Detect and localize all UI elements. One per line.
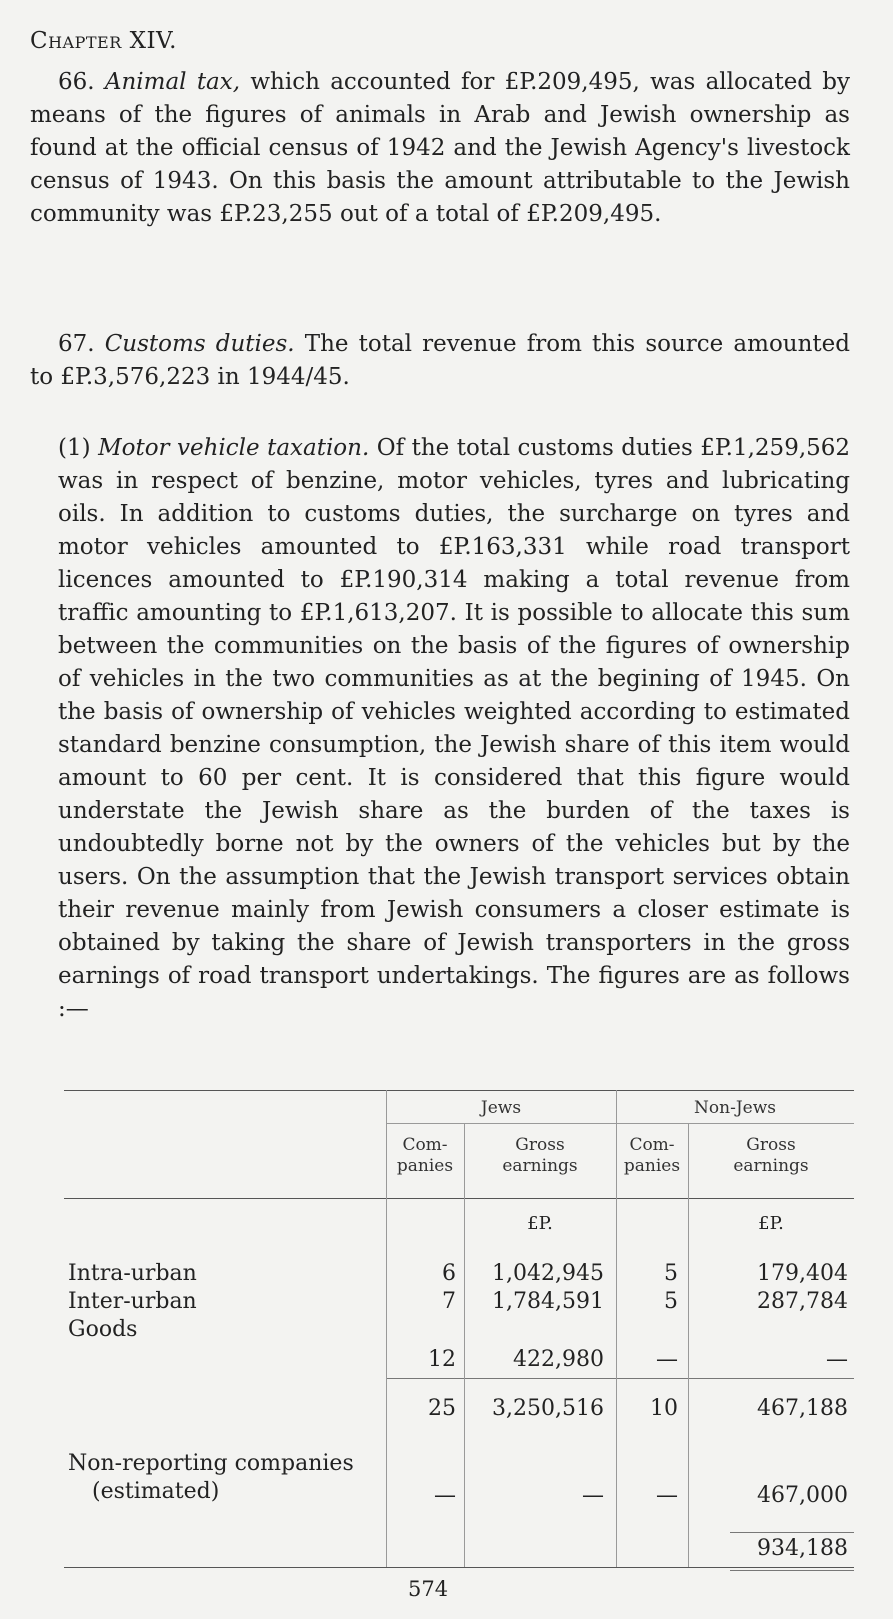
row-jews-companies: 7 (442, 1289, 456, 1314)
header-jews-gross: Gross earnings (502, 1135, 578, 1176)
para67-text: The total revenue from this source amounted to £P.3,576,223 in 1944/45. (30, 331, 850, 390)
nonreporting-jews-gross: — (582, 1483, 604, 1508)
para67-number: 67. (58, 331, 95, 357)
subparagraph-1 (58, 432, 850, 1026)
table-top-rule (64, 1090, 854, 1091)
unit-nonjews: £P. (758, 1213, 784, 1234)
group-rule (386, 1123, 854, 1124)
row-nonjews-gross: 179,404 (757, 1261, 848, 1286)
subtotal-jews-gross: 3,250,516 (492, 1396, 604, 1421)
row-jews-companies: 6 (442, 1261, 456, 1286)
paragraph-67 (30, 328, 850, 394)
row-label: Intra-urban (68, 1261, 197, 1286)
nonreporting-nonjews-gross: 467,000 (757, 1483, 848, 1508)
grand-total-nonjews-gross: 934,188 (757, 1536, 848, 1561)
double-underline (730, 1570, 854, 1571)
unit-jews: £P. (527, 1213, 553, 1234)
subtotal-jews-companies: 25 (428, 1396, 456, 1421)
sub1-number: (1) (58, 435, 91, 461)
para66-title: Animal tax, (104, 69, 241, 95)
chapter-heading: Chapter XIV. (30, 28, 177, 54)
sub1-text: Of the total customs duties £P.1,259,562 was in respect of benzine, motor vehicles, tyres and lubricating oils. In addition to customs duties, the surcharge on tyres and motor vehicles amounted to £P.163,331 while road transport licences amounted to £P.190,314 making a total revenue from traffic amounting to £P.1,613,207. It is possible to allocate this sum between the communities on the basis of the figures of ownership of vehicles in the two communities as at the begining of 1945. On the basis of ownership of vehicles weighted according to estimated standard benzine consumption, the Jewish share of this item would amount to 60 per cent. It is considered that this figure would understate the Jewish share as the burden of the taxes is undoubtedly borne not by the owners of the vehicles but by the users. On the assumption that the Jewish transport services obtain their revenue mainly from Jewish consumers a closer estimate is obtained by taking the share of Jewish transporters in the gross earnings of road transport undertakings. The figures are as follows :— (58, 435, 851, 1022)
header-nonjews-companies: Com- panies (623, 1135, 681, 1176)
row-nonjews-gross: 287,784 (757, 1289, 848, 1314)
header-nonjews-gross: Gross earnings (733, 1135, 809, 1176)
row-nonjews-companies: 5 (664, 1289, 678, 1314)
row-jews-companies: 12 (428, 1347, 456, 1372)
row-jews-gross: 422,980 (513, 1347, 604, 1372)
row-nonjews-companies: — (656, 1347, 678, 1372)
total-rule (730, 1532, 854, 1533)
page-number: 574 (408, 1577, 449, 1601)
nonreporting-jews-companies: — (434, 1483, 456, 1508)
nonreporting-label: Non-reporting companies (estimated) (68, 1451, 354, 1504)
row-label: Goods (68, 1317, 138, 1342)
header-jews: Jews (480, 1098, 522, 1118)
subtotal-nonjews-companies: 10 (650, 1396, 678, 1421)
row-nonjews-gross: — (826, 1347, 848, 1372)
para67-title: Customs duties. (104, 331, 295, 357)
row-jews-gross: 1,042,945 (492, 1261, 604, 1286)
subtotal-rule (386, 1378, 854, 1379)
row-jews-gross: 1,784,591 (492, 1289, 604, 1314)
header-bottom-rule (64, 1198, 854, 1199)
sub1-title: Motor vehicle taxation. (98, 435, 370, 461)
row-nonjews-companies: 5 (664, 1261, 678, 1286)
para66-number: 66. (58, 69, 95, 95)
paragraph-66 (30, 66, 850, 231)
para66-text: which accounted for £P.209,495, was allocated by means of the figures of animals in Arab and Jewish ownership as found at the official census of 1942 and the Jewish Agency's livestock census of 1943. On this basis the amount attributable to the Jewish community was £P.23,255 out of a total of £P.209,495. (30, 69, 851, 227)
header-nonjews: Non-Jews (694, 1098, 776, 1118)
nonreporting-nonjews-companies: — (656, 1483, 678, 1508)
row-label: Inter-urban (68, 1289, 197, 1314)
header-jews-companies: Com- panies (396, 1135, 454, 1176)
subtotal-nonjews-gross: 467,188 (757, 1396, 848, 1421)
table-bottom-rule (64, 1567, 854, 1568)
